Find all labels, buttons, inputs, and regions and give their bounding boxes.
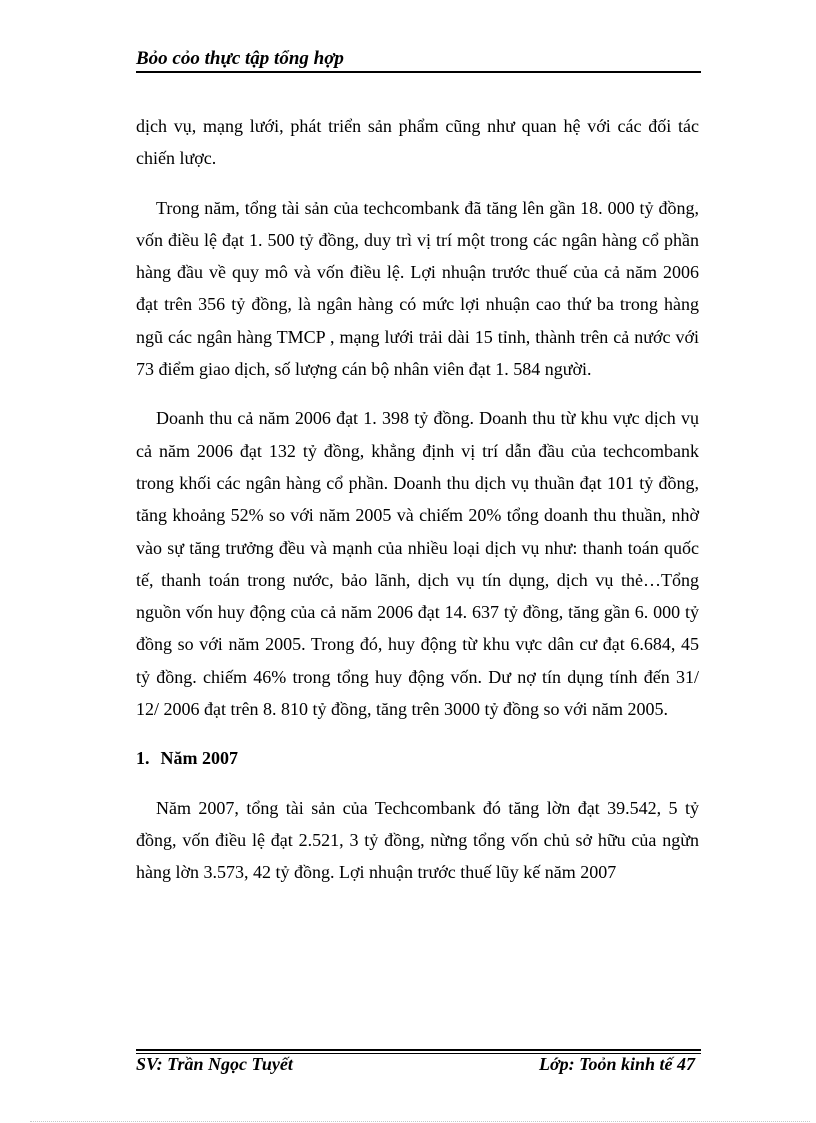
page-footer [136, 1049, 701, 1079]
page-bottom-dotted-line [30, 1121, 810, 1122]
paragraph-1: dịch vụ, mạng lưới, phát triển sản phẩm cũng như quan hệ với các đối tác chiến lược. [136, 116, 699, 169]
paragraph-2: Trong năm, tổng tài sản của techcombank đã tăng lên gần 18. 000 tỷ đồng, vốn điều lệ đạt 1. 500 tỷ đồng, duy trì vị trí một trong các ngân hàng cổ phần hàng đầu về quy mô và vốn điều lệ. Lợi nhuận trước thuế của cả năm 2006 đạt trên 356 tỷ đồng, là ngân hàng có mức lợi nhuận cao thứ ba trong hàng ngũ các ngân hàng TMCP , mạng lưới trải dài 15 tỉnh, thành trên cả nước với 73 điểm giao dịch, số lượng cán bộ nhân viên đạt 1. 584 người. [136, 197, 699, 380]
footer-class: Lớp: Toỏn kinh tế 47 [538, 1054, 695, 1074]
section-heading-number: 1. [136, 748, 150, 769]
footer-rule-thick [136, 1049, 701, 1051]
header-title: Bỏo cỏo thực tập tổng hợp [136, 48, 344, 69]
page-header [136, 48, 701, 76]
section-heading-text: Năm 2007 [160, 748, 238, 769]
header-rule [136, 71, 701, 73]
footer-student-name: SV: Trần Ngọc Tuyết [136, 1054, 293, 1074]
document-body [136, 110, 699, 906]
paragraph-4: Năm 2007, tổng tài sản của Techcombank đó tăng lờn đạt 39.542, 5 tỷ đồng, vốn điều lệ đạt 2.521, 3 tỷ đồng, nừng tổng vốn chủ sở hữu của ngừn hàng lờn 3.573, 42 tỷ đồng. Lợi nhuận trước thuế lũy kế năm 2007 [136, 797, 699, 883]
section-heading [136, 742, 699, 774]
paragraph-3: Doanh thu cả năm 2006 đạt 1. 398 tỷ đồng. Doanh thu từ khu vực dịch vụ cả năm 2006 đạt 132 tỷ đồng, khẳng định vị trí dẫn đầu của techcombank trong khối các ngân hàng cổ phần. Doanh thu dịch vụ thuần đạt 101 tỷ đồng, tăng khoảng 52% so với năm 2005 và chiếm 20% tổng doanh thu thuần, nhờ vào sự tăng trưởng đều và mạnh của nhiều loại dịch vụ như: thanh toán quốc tế, thanh toán trong nước, bảo lãnh, dịch vụ tín dụng, dịch vụ thẻ…Tổng nguồn vốn huy động của cả năm 2006 đạt 14. 637 tỷ đồng, tăng gần 6. 000 tỷ đồng so với năm 2005. Trong đó, huy động từ khu vực dân cư đạt 6.684, 45 tỷ đồng. chiếm 46% trong tổng huy động vốn. Dư nợ tín dụng tính đến 31/ 12/ 2006 đạt trên 8. 810 tỷ đồng, tăng trên 3000 tỷ đồng so với năm 2005. [136, 408, 699, 720]
